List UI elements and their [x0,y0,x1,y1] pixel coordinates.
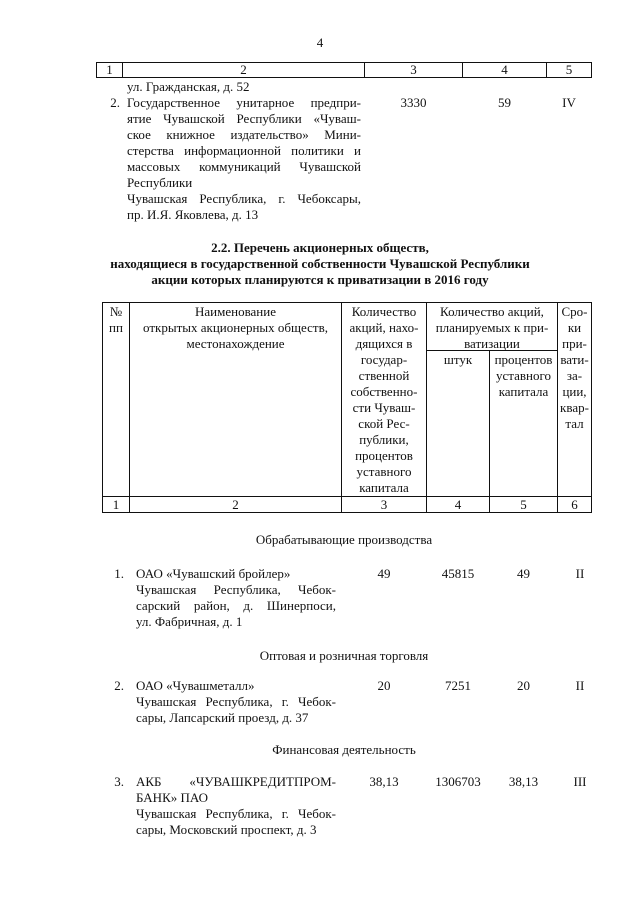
group-title: Финансовая деятельность [272,742,416,757]
col-number: 1 [112,497,120,512]
planned-pieces-value: 1306703 [435,774,481,789]
planned-percent-value: 38,13 [508,774,539,789]
planned-pieces-value: 7251 [445,678,471,693]
enterprise-name: Государственное унитарное предпри- ятие Чувашской Республики «Чуваш- ское книжное издательство» Мини- стерства информационной политики и массовых коммуникаций Чувашской Республики Чувашская Республика, г. Чебоксары, пр. И.Я. Яковлева, д. 13 [127,95,361,222]
owned-share-value: 20 [377,678,391,693]
owned-share-value: 38,13 [369,774,399,789]
col-number: 3 [380,497,388,512]
col-number: 4 [454,497,462,512]
col-number: 5 [520,497,527,512]
company-name: ОАО «Чувашский бройлер» Чувашская Республика, Чебок- сарский район, д. Шинерпоси, ул. Фабричная, д. 1 [136,566,336,629]
group-title: Оптовая и розничная торговля [259,648,429,663]
header-term: Сро- ки при- вати- за- ции, квар- тал [560,304,589,431]
owned-share-value: 49 [377,566,391,581]
company-name: АКБ «ЧУВАШКРЕДИТПРОМ- БАНК» ПАО Чувашская Республика, г. Чебок- сары, Московский проспект, д. 3 [136,774,336,837]
term-value: II [575,566,585,581]
row-number: 1. [114,566,124,581]
col-number: 2 [232,497,239,512]
col-number: 2 [240,62,247,77]
row-value: 3330 [400,95,427,110]
planned-percent-value: 49 [517,566,530,581]
row-share: 59 [498,95,511,110]
planned-pieces-value: 45815 [441,566,475,581]
section-title: 2.2. Перечень акционерных обществ, находящиеся в государственной собственности Чувашской Республики акции которых планируются к приватизации в 2016 году [110,240,530,287]
col-number: 1 [106,62,113,77]
col-number: 5 [565,62,573,77]
planned-percent-value: 20 [517,678,530,693]
table-border [591,302,592,513]
page-number: 4 [316,35,324,50]
term-value: III [573,774,587,789]
header-num: № пп [109,304,123,335]
col-number: 6 [571,497,578,512]
header-name: Наименование открытых акционерных обществ, местонахождение [143,304,328,351]
col-number: 4 [501,62,508,77]
group-title: Обрабатывающие производства [255,532,433,547]
header-owned-shares: Количество акций, нахо- дящихся в государ- ственной собственно- сти Чуваш- ской Рес- публики, процентов уставного капитала [349,304,419,495]
row-number: 2. [110,95,120,110]
address-continuation: ул. Гражданская, д. 52 [127,79,250,94]
row-term: IV [562,95,576,110]
header-planned-shares: Количество акций, планируемых к при- ватизации [435,304,549,351]
row-number: 3. [114,774,124,789]
header-percent: процентов уставного капитала [494,352,553,399]
table-border-top [102,302,592,303]
company-name: ОАО «Чувашметалл» Чувашская Республика, г. Чебок- сары, Лапсарский проезд, д. 37 [136,678,336,725]
row-number: 2. [114,678,124,693]
header-pieces: штук [443,352,473,367]
col-number: 3 [410,62,417,77]
term-value: II [575,678,585,693]
table-border [591,62,592,78]
